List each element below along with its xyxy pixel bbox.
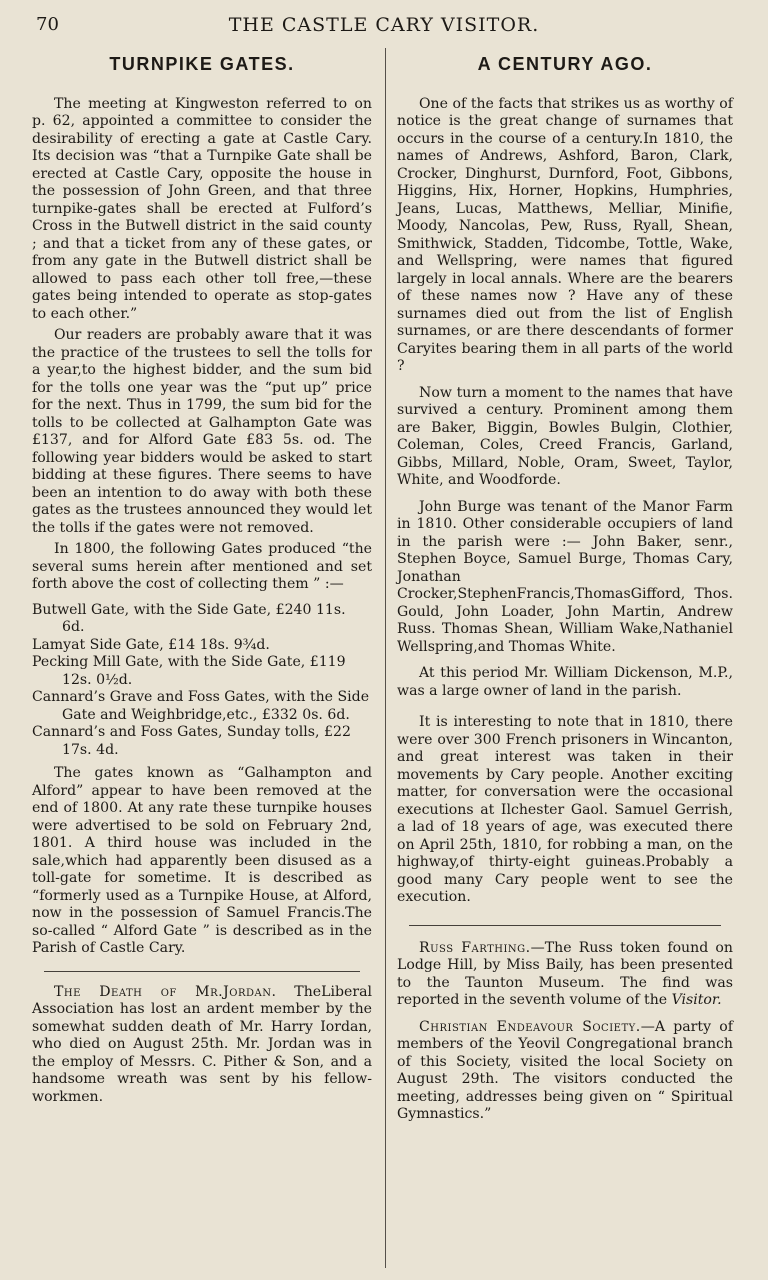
column-divider bbox=[385, 48, 386, 1268]
news-item-christian-endeavour bbox=[397, 1019, 733, 1124]
section-rule bbox=[409, 925, 721, 926]
paragraph: At this period Mr. William Dickenson, M.P., was a large owner of land in the parish. bbox=[397, 665, 733, 699]
article-title-a-century-ago: A CENTURY AGO. bbox=[477, 54, 653, 74]
news-item-italic-title: Visitor. bbox=[671, 992, 722, 1008]
gate-list-item: Cannard’s and Foss Gates, Sunday tolls, £22 17s. 4d. bbox=[32, 724, 351, 758]
gate-list-item: Lamyat Side Gate, £14 18s. 9¾d. bbox=[32, 636, 270, 653]
gate-list-item: Butwell Gate, with the Side Gate, £240 11s. 6d. bbox=[32, 601, 346, 635]
gate-list bbox=[32, 602, 372, 760]
paragraph: It is interesting to note that in 1810, there were over 300 French prisoners in Wincanton, and great interest was taken in their movements by Cary people. Another exciting matter, for conversation were the occasional executions at Ilchester Gaol. Samuel Gerrish, a lad of 18 years of age, was executed there on April 25th, 1810, for robbing a man, on the highway,of thirty-eight guineas.Probably a good many Cary people went to see the execution. bbox=[397, 714, 733, 905]
news-item-russ-farthing bbox=[397, 940, 733, 1010]
news-item-title: Christian Endeavour Society. bbox=[419, 1018, 641, 1035]
article-title-turnpike-gates: TURNPIKE GATES. bbox=[109, 54, 295, 74]
news-item-text: —A party of members of the Yeovil Congregational branch of this Society, visited the local Society on August 29th. The visitors conducted the meeting, addresses being given on “ Spiritual Gymnastics.” bbox=[397, 1018, 733, 1122]
paragraph: Our readers are probably aware that it was the practice of the trustees to sell the tolls for a year,to the highest bidder, and the sum bid for the tolls one year was the “put up” price for the next. Thus in 1799, the sum bid for the tolls to be collected at Galhampton Gate was £137, and for Alford Gate £83 5s. od. The following year bidders would be asked to start bidding at these figures. There seems to have been an intention to do away with both these gates as the trustees announced they would let the tolls if the gates were not removed. bbox=[32, 327, 372, 536]
page-header bbox=[0, 10, 768, 44]
news-item-death-of-mr-jordan bbox=[32, 984, 372, 1107]
news-item-text: TheLiberal Association has lost an ardent member by the somewhat sudden death of Mr. Harry Iordan, who died on August 25th. Mr. Jordan was in the employ of Messrs. C. Pither & Son, and a handsome wreath was sent by his fellow-workmen. bbox=[32, 983, 372, 1105]
paragraph: Now turn a moment to the names that have survived a century. Prominent among them are Baker, Biggin, Bowles Bulgin, Clothier, Coleman, Coles, Creed Francis, Garland, Gibbs, Millard, Noble, Oram, Sweet, Taylor, White, and Woodforde. bbox=[397, 384, 733, 488]
gate-list-item: Cannard’s Grave and Foss Gates, with the Side Gate and Weighbridge,etc., £332 0s. 6d. bbox=[32, 689, 370, 723]
section-rule bbox=[44, 971, 360, 972]
left-column bbox=[32, 56, 372, 1110]
gate-list-item: Pecking Mill Gate, with the Side Gate, £119 12s. 0½d. bbox=[32, 654, 346, 688]
paragraph: In 1800, the following Gates produced “the several sums herein after mentioned and set forth above the cost of collecting them ” :— bbox=[32, 541, 372, 592]
page-number: 70 bbox=[36, 14, 59, 35]
paragraph: The gates known as “Galhampton and Alford” appear to have been removed at the end of 1800. At any rate these turnpike houses were advertised to be sold on February 2nd, 1801. A third house was included in the sale,which had apparently been disused as a toll-gate for sometime. It is described as “formerly used as a Turnpike House, at Alford, now in the possession of Samuel Francis.The so-called “ Alford Gate ” is described as in the Parish of Castle Cary. bbox=[32, 765, 372, 956]
right-column bbox=[397, 56, 733, 1128]
news-item-title: Russ Farthing. bbox=[419, 939, 531, 956]
paragraph: John Burge was tenant of the Manor Farm in 1810. Other considerable occupiers of land in the parish were :— John Baker, senr., Stephen Boyce, Samuel Burge, Thomas Cary, Jonathan Crocker,StephenFrancis,ThomasGifford, Thos. Gould, John Loader, John Martin, Andrew Russ. Thomas Shean, William Wake,Nathaniel Wellspring,and Thomas White. bbox=[397, 498, 733, 655]
news-item-text: —The Russ token found on Lodge Hill, by Miss Baily, has been presented to the Taunton Museum. The find was reported in the seventh volume of the bbox=[397, 939, 733, 1008]
paragraph: The meeting at Kingweston referred to on p. 62, appointed a committee to consider the desirability of erecting a gate at Castle Cary. Its decision was “that a Turnpike Gate shall be erected at Castle Cary, opposite the house in the possession of John Green, and that three turnpike-gates shall be erected at Fulford’s Cross in the Butwell district in the said county ; and that a ticket from any of these gates, or from any gate in the Butwell district shall be allowed to pass each other toll free,—these gates being intended to operate as stop-gates to each other.” bbox=[32, 95, 372, 322]
paragraph: One of the facts that strikes us as worthy of notice is the great change of surnames that occurs in the course of a century.In 1810, the names of Andrews, Ashford, Baron, Clark, Crocker, Dinghurst, Durnford, Foot, Gibbons, Higgins, Hix, Horner, Hopkins, Humphries, Jeans, Lucas, Matthews, Melliar, Minifie, Moody, Nancolas, Pew, Russ, Ryall, Shean, Smithwick, Stadden, Tidcombe, Tottle, Wake, and Wellspring, were names that figured largely in local annals. Where are the bearers of these names now ? Have any of these surnames died out from the list of English surnames, or are there descendants of former Caryites bearing them in all parts of the world ? bbox=[397, 95, 733, 374]
news-item-title: The Death of Mr.Jordan. bbox=[54, 983, 277, 1000]
running-title: THE CASTLE CARY VISITOR. bbox=[228, 14, 540, 36]
